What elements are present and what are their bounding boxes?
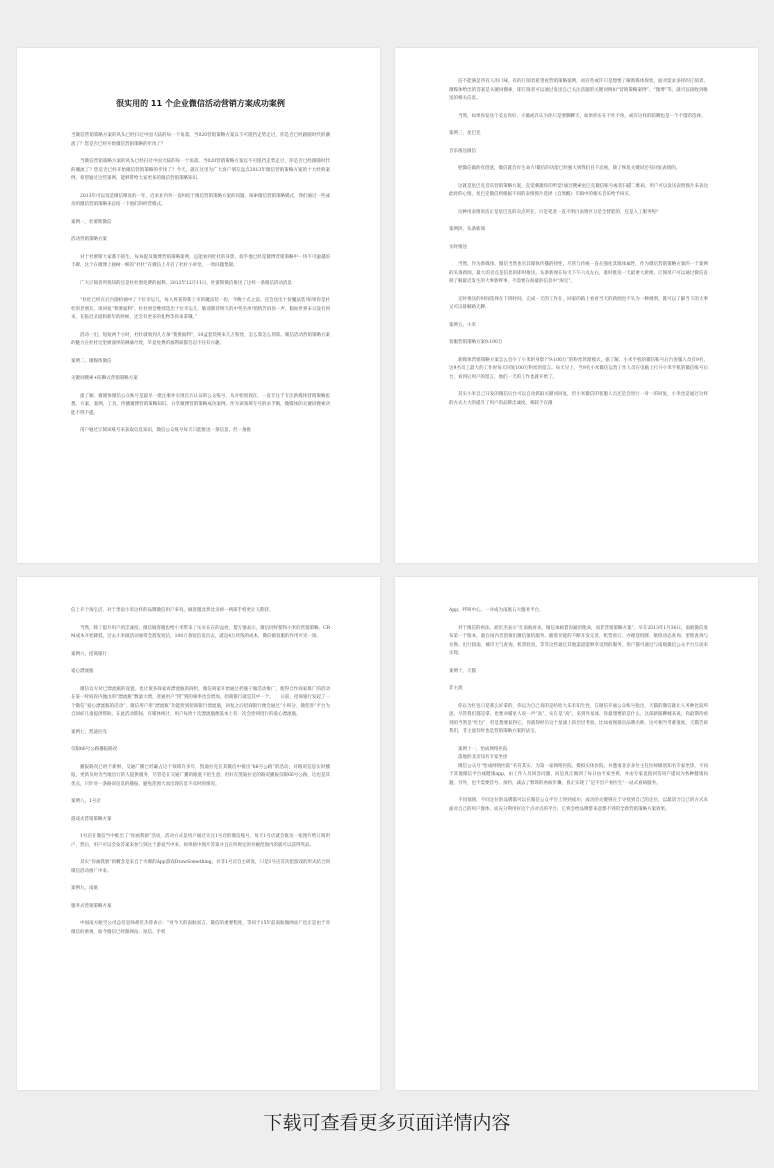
section-heading: 非主流 <box>449 686 463 691</box>
section-heading: 案例一，杜蕾斯微信 <box>71 219 112 225</box>
paragraph: 微信官方对已漂流瓶的设置，也让很多商家看漂流瓶的商机，微信商家开始通过扔瓶子做活动推广，使得合作商家推广的活动在某一时间段内抛出的“漂流瓶”数量大增，普通用户“捞”到的频率也会增加，招商银行就是其中一个。 日前，招商银行发起了一个微信“爱心漂流瓶的活动”，微信用户用“漂流瓶”功能捡到招商银行漂流瓶，回复之后招商银行便会通过“小积分，微慈善”平台为自闭症儿童提供帮助。在此活动期间，有媒体统计，用户每捡十次漂流瓶便基本上有一次会捡到招行的爱心漂流瓶。 <box>71 686 330 717</box>
paragraph: 当微信营销策略方案的风头已经扫过中国大陆的每一个角落，当020营销策略方案以不可阻挡走势走过，你是否已经跟随时代的潮流了？您是否已经开始微信营销策略的步伐了？今天，就在这里为广大客户朋友盘点2013年微信营销策略方案的十大经典案例，希望通过这些案例，能够带给大家更多的微信营销策略知识。 <box>71 159 330 181</box>
paragraph: 定时推送的时间选择在下班时间，完成一天的工作在，回家的路上看看当天的新闻也不失为一种调剂，既可以了解当下的大事又可以排解路无聊。 <box>449 296 708 310</box>
paragraph: App、呼叫中心，一并成为南航五大服务平台。 <box>449 608 544 613</box>
paragraph: “杜杜已经在后台随机抽中了十位幸运儿，每人将获得新上市的魔法装一份，今晚十点之前，还会送出十份魔法装!如果你是杜杜的老朋友，请回复“我要福利”，杜杜将会继续选出十位幸运儿，敬请期待明天的中奖名单!悄悄告诉你一声，假如世界末日没有到来，在临近圣诞和新年的时候，还会有更多的礼物等你来拿哦。” <box>71 298 330 320</box>
section-heading: 案例四，头条新闻 <box>449 227 485 232</box>
section-heading: 游戏式营销策略方案 <box>71 816 112 822</box>
section-heading: 服务式营销策略方案 <box>71 903 112 909</box>
section-heading: 落地的北京知名专家坐诊 <box>458 755 508 760</box>
section-heading: 案例七，凯迪拉克 <box>71 729 107 735</box>
paragraph: 播报路况已经不新鲜，交通广播已经霸占这个领域许多年，凯迪拉克在其微信中推出“66号公路”的活动，对路况信息实时播报，更新及时为当地出行的人提供服务，尽管是在交通广播的眼底下抢生意，但好在凯迪拉克的路况播报仅限66号公路，这也是其优点，只针对一条路况信息的播报，避免范围大而出现信息不及时的情况。 <box>71 764 330 787</box>
document-page-2 <box>395 48 758 563</box>
paragraph: 中国南方航空公司总信息师胡臣杰曾表示：“对今天的南航而言，微信的重要程度，等同于15年前南航做网站!”也正是由于对微信的重视，如今微信已经跟网站、短信、手机 <box>71 921 330 935</box>
section-heading: 案例九，南航 <box>71 886 98 891</box>
section-heading: 案例二，微媒体微信 <box>71 358 112 364</box>
section-heading: 案例六，招商银行 <box>71 651 107 657</box>
document-page-3 <box>17 577 380 1090</box>
paragraph: 广大订阅者所熟知的还是杜杜那免费的福利。2012年12月11日，杜蕾斯微信推送了这样一条微信活动消息： <box>80 280 297 286</box>
section-heading: 案例五，小米 <box>449 322 476 328</box>
section-heading: 音乐推送微信 <box>449 148 476 154</box>
paragraph: 对于微信的看法，胡臣杰表示“在南航看来，微信承载着沟通的使命，而非营销策略方案”。早在2013年1月30日，南航微信发布第一个版本，就在国内首创推出微信值机服务。随着功能的不断开发完善，机票预订、办理登机牌、航班动态查询、里程查询与兑换、出行指南、城市天气查询、机票验真，等等这些通过其他渠道能够享受到的服务，用户都可通过与南航微信公众平台互动来实现。 <box>449 625 708 656</box>
paragraph: 活动一出，短短两个小时，杜杜就收到几万条“我要福利”，10盒套装换来几万粉丝，怎么算怎么划算。微信活动营销策略方案的魅力在杜杜这里被演绎的淋漓尽致，毕竟免费的福利谁都会忍不住有兴趣。 <box>71 332 330 346</box>
paragraph: 这种用表情说话正是星巴克的卖点所在，只是笔者一直不明白表情区分是全智能的，还是人工服务呢？ <box>458 209 661 215</box>
section-heading: 活动营销策略方案 <box>71 237 107 242</box>
paragraph: 当然，如果你发送个美女你好，小微或许认为你只是要聊聊天，如果你实在不吐不快，或许这样的陪聊也是一个不错的选择。 <box>458 113 706 119</box>
paragraph: 提了解，微媒体微信公众账号是最早一批注册并实现官方认证的公众账号，从开始到现在，一直专注于专注新媒体营销策略思想、方案、案例、工具，传播微博营销策略知识，分享微博营销策略成功案例。作为该领域专号的杀手锏，微媒体的关键词搜索功能不得不提。 <box>71 393 330 416</box>
page-1-content <box>71 132 330 436</box>
paragraph: 信上开个淘宝店，对于类似小米这样的品牌微信用户来说，做客服显然比卖掉一两部手机更让人期待。 <box>71 608 274 613</box>
section-heading: 实时推送 <box>449 244 467 250</box>
section-heading: 案例八，1号店 <box>71 799 101 804</box>
paragraph: 这就是星巴克音乐营销策略方案，直觉刺激你的听觉!通过搜索星巴克微信账号或者扫描二维码，用户可以发送表情图片来表达此时的心情，星巴克微信则根据不同的表情图片选择《自然醒》专辑中的相关音乐给予回应。 <box>449 183 708 197</box>
paragraph: 当然，作为新媒体，微信当然也有其媒体传播的特性，尽管与传统一直在强化其媒体属性，作为微信营销策略方案的一个案例的头条新闻，最大的卖点是信息的即时推送，头条新闻在每天下午六点左右，准时推送一天最重大新闻，订阅用户可以通过微信直接了解最近发生的大事新鲜事，不需要在海量的信息中“淘宝”。 <box>449 262 708 284</box>
page-3-content <box>71 607 330 937</box>
page-4-content <box>449 607 708 814</box>
section-heading: 案例三，星巴克 <box>449 131 481 136</box>
section-heading: 客服营销策略方案9:100万 <box>449 340 503 345</box>
paragraph: 新媒体营销策略方案怎么会少了小米的身影?“9:100万”的粉丝管理模式，据了解，小米手机的微信账号后台客服人员有9名，这9名员工最大的工作时每天回复100万粉丝的留言。每天早上，当9名小米微信运营工作人员在电脑上打开小米手机的微信账号后台，看到后用户的留言，他们一天的工作也就开始了。 <box>449 357 708 380</box>
paragraph: 其实“你画我猜”的概念是来自于火爆的App游戏DrawSomething，并非1号店自主研发，只是1号店首次把游戏的形式结合到微信活动推广中来。 <box>71 860 330 874</box>
paragraph: 1号店在微信当中推出了“你画我猜”活动，活动方式是用户通过关注1号店的微信账号，每天1号店就会推送一张图片给订阅用户，然后，用户可以会发答案来参与到这个游戏当中来。如果猜中图片答案并且在所规定的名额范围内的就可以获得奖品。 <box>71 834 330 848</box>
section-heading: 仅限66号公路播报路况 <box>71 747 118 752</box>
download-more-caption[interactable]: 下载可查看更多页面详情内容 <box>263 1112 511 1134</box>
document-title: 很实用的 11 个企业微信活动营销方案成功案例 <box>116 99 285 108</box>
section-heading: 案例十，天猫 <box>449 668 476 674</box>
document-page-1 <box>17 48 380 563</box>
paragraph: 当然，除了提升用户的忠诚度，微信做客服也给小米带来了实实在在的益处，黎万强表示，微信同样使得小米的营销策略、CRM成本开始降低，过去小米做活动通常会群发短信，100万条短信发出去，就是4万块钱的成本，微信做客服的作用可见一斑。 <box>71 625 330 639</box>
paragraph: 信不能满足所有人的口味，有的订阅者希望看营销策略案例，而有些或许只是想要了解新媒体现状，面对需求多样的订阅者，微媒体给出的答案是关键词搜索，即订阅者可以通过发送自己关注话题的关键词例如“营销策略案例”、“微博”等，就可以接收到推送的相关信息。 <box>449 79 708 101</box>
paragraph: 2013年可以说是微信爆发的一年，近来业内外一直纠结于微信营销策略方案的问题，探索微信营销策略模式，我们通过一些成功的微信营销策略来总结一下他们的经营模式。 <box>71 193 330 207</box>
paragraph: 微信公众号“怡成网络医院”名符其实，为第一家网络医院，模拟实体医院，并邀请北京多位主任医师级别知名专家坐诊，不同于其他微信平台或健康app，由工作人员回答问题，而是真正做到了每日由专家坐班，并由专家直接回答用户提问为各种健康问题，另外，也不需要挂号、预约，减去了繁琐的看病步骤，真正实现了“足不出户看医生”一站式看病服务。 <box>449 763 708 786</box>
paragraph: 其实小米自己开发的微信后台可以自动抓取关键词回复，但小米微信的客服人员还是会进行一对一的回复，小米也是通过这样的方式大大的提升了用户的品牌忠诚度。相较于在微 <box>449 392 708 406</box>
section-heading: 爱心漂流瓶 <box>71 669 94 674</box>
section-heading: 关键词搜索+陪聊式营销策略方案 <box>71 376 138 381</box>
paragraph: 把微信做的有创意，微信就会有生命力!微信的功能已经强大到我们目不忍视，除了恢复关键词还有回复表情的。 <box>458 166 681 171</box>
paragraph: 你以为红包只是那么好拿的，你以为自己真的是哈哈大乐未知生性，在微信开通公众账号指出，天猫的微信就让人务种比较所思，尽管我们都是拿，也要对喵星人说一声“高”，实在是“高”，来到外星球，你最想要的是什么，这部新版聊城来说，你最期待看到的当然是“红包”，但是想要获得它，你就得经历这个星球上的层层考验。比如看图猜出品牌名称，这可相当考难准度。天猫告诉我们，非主流有时也是营销策略方案的法宝。 <box>449 703 708 734</box>
paragraph: 用户通过订阅该账号来获取信息知识，微信公众账号每天只能推送一条信息，但一条推 <box>80 428 251 433</box>
section-heading: 案例十一，怡成网络医院 <box>458 746 508 752</box>
paragraph: 不同领域，不同定位的品牌都可以在微信公众平台上得到成功，成功的关键则在于寻找到自己的定位，以最适合自己的方式来面对自己的用户群体，而充分利用好这个点对点的平台，它将会给品牌带来意想不到的全新营销策略方案效果。 <box>449 798 708 812</box>
page-2-content <box>449 78 708 408</box>
paragraph: 对于杜蕾斯大家都不陌生，每每提及微博营销策略案例，总能看到杜杜的身影，似乎他已经是微博营销策略中一块不可逾越的丰碑，这个在微博上独树一帜的“杜杜”在微信上开启了杜杜小讲堂，一周问题集锦。 <box>71 254 330 268</box>
paragraph: 当微信营销策略方案的风头已经扫过中国大陆的每一个角落，当020营销策略方案以不可阻挡走势走过，你是否已经跟随时代的潮流了？您是否已经开始微信营销策略的步伐了？ <box>71 133 330 147</box>
document-page-4 <box>395 577 758 1090</box>
